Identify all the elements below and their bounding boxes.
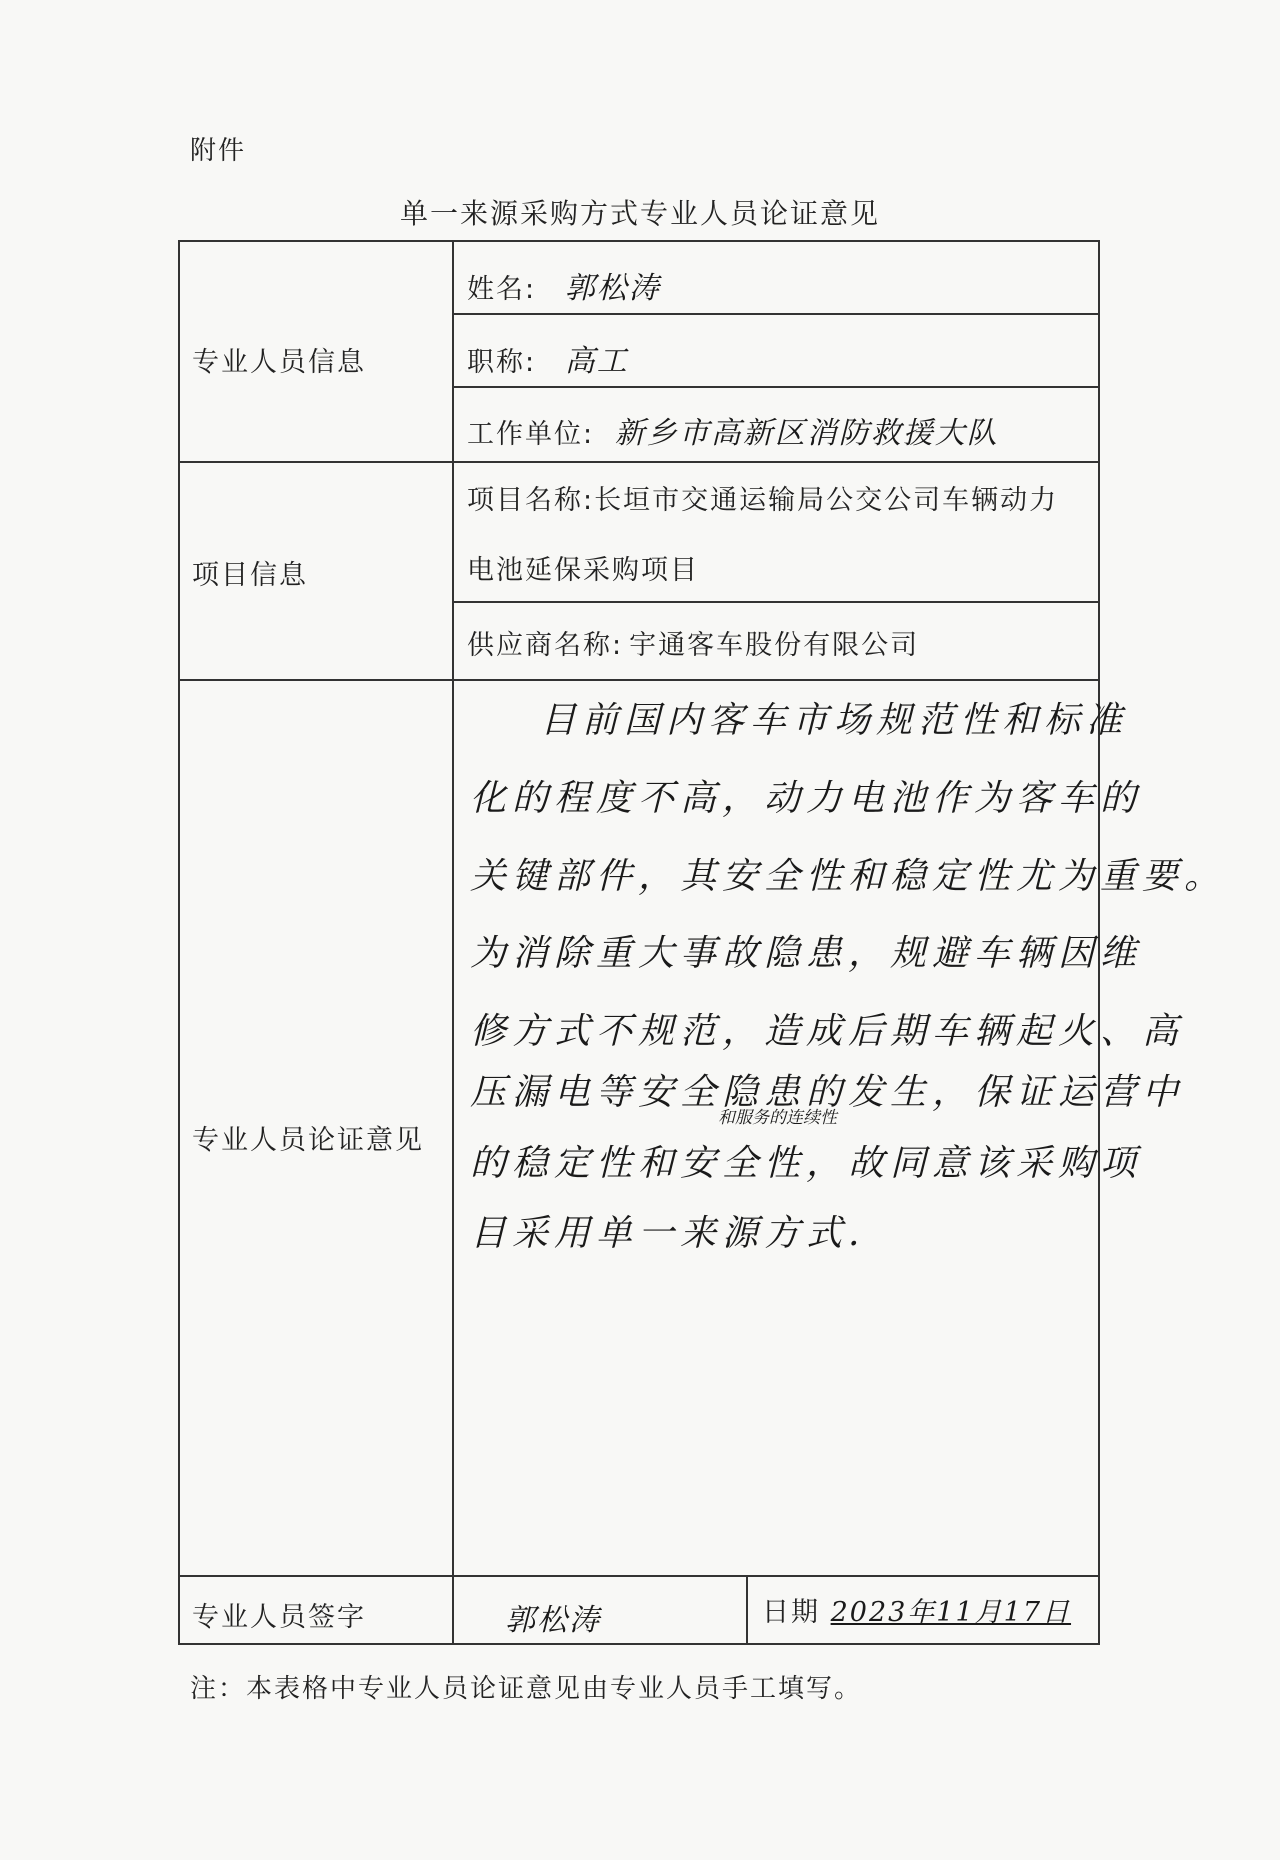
section-divider <box>178 679 1100 681</box>
name-field <box>467 263 661 307</box>
row-divider <box>452 601 1100 603</box>
opinion-line: 目前国内客车市场规范性和标准 <box>540 700 1129 741</box>
project-name-label: 项目名称: <box>467 485 595 516</box>
name-label: 姓名: <box>467 274 537 305</box>
supplier-label: 供应商名称: <box>467 630 624 661</box>
column-divider <box>452 240 454 1645</box>
form-title: 单一来源采购方式专业人员论证意见 <box>399 197 880 230</box>
row-divider <box>452 386 1100 388</box>
opinion-section-label: 专业人员论证意见 <box>192 1125 424 1156</box>
section-divider <box>178 1575 1100 1577</box>
opinion-line: 目采用单一来源方式. <box>470 1213 866 1254</box>
footnote: 注：本表格中专业人员论证意见由专业人员手工填写。 <box>190 1674 863 1704</box>
title-value: 高工 <box>564 344 629 379</box>
employer-value: 新乡市高新区消防救援大队 <box>614 416 999 451</box>
project-name-line1: 长垣市交通运输局公交公司车辆动力 <box>594 485 1059 516</box>
signature-label: 专业人员签字 <box>192 1602 366 1633</box>
date-column-divider <box>746 1575 748 1645</box>
supplier-value: 宇通客车股份有限公司 <box>629 630 920 661</box>
date-label: 日期 <box>762 1597 820 1628</box>
expert-info-section-label: 专业人员信息 <box>192 347 366 378</box>
opinion-line: 的稳定性和安全性，故同意该采购项 <box>470 1143 1143 1184</box>
date-field <box>762 1590 1071 1629</box>
supplier-field <box>467 623 919 662</box>
signature-value: 郭松涛 <box>505 1603 601 1638</box>
row-divider <box>452 313 1100 315</box>
project-name-field <box>467 478 1058 517</box>
opinion-line: 化的程度不高，动力电池作为客车的 <box>470 778 1143 819</box>
opinion-line: 关键部件，其安全性和稳定性尤为重要。 <box>470 856 1227 897</box>
date-value: 2023年11月17日 <box>830 1597 1072 1628</box>
opinion-line: 压漏电等安全隐患的发生，保证运营中 <box>470 1072 1185 1113</box>
section-divider <box>178 461 1100 463</box>
title-label: 职称: <box>467 347 537 378</box>
attachment-label: 附件 <box>190 136 247 166</box>
project-name-continuation: 电池延保采购项目 <box>467 555 699 586</box>
opinion-insertion: 和服务的连续性 <box>718 1108 837 1128</box>
opinion-line: 修方式不规范，造成后期车辆起火、高 <box>470 1011 1185 1052</box>
title-field <box>467 336 629 380</box>
opinion-line: 为消除重大事故隐患，规避车辆因维 <box>470 933 1143 974</box>
employer-label: 工作单位: <box>467 419 595 450</box>
name-value: 郭松涛 <box>564 271 661 306</box>
project-info-section-label: 项目信息 <box>192 560 308 591</box>
employer-field <box>467 408 999 452</box>
